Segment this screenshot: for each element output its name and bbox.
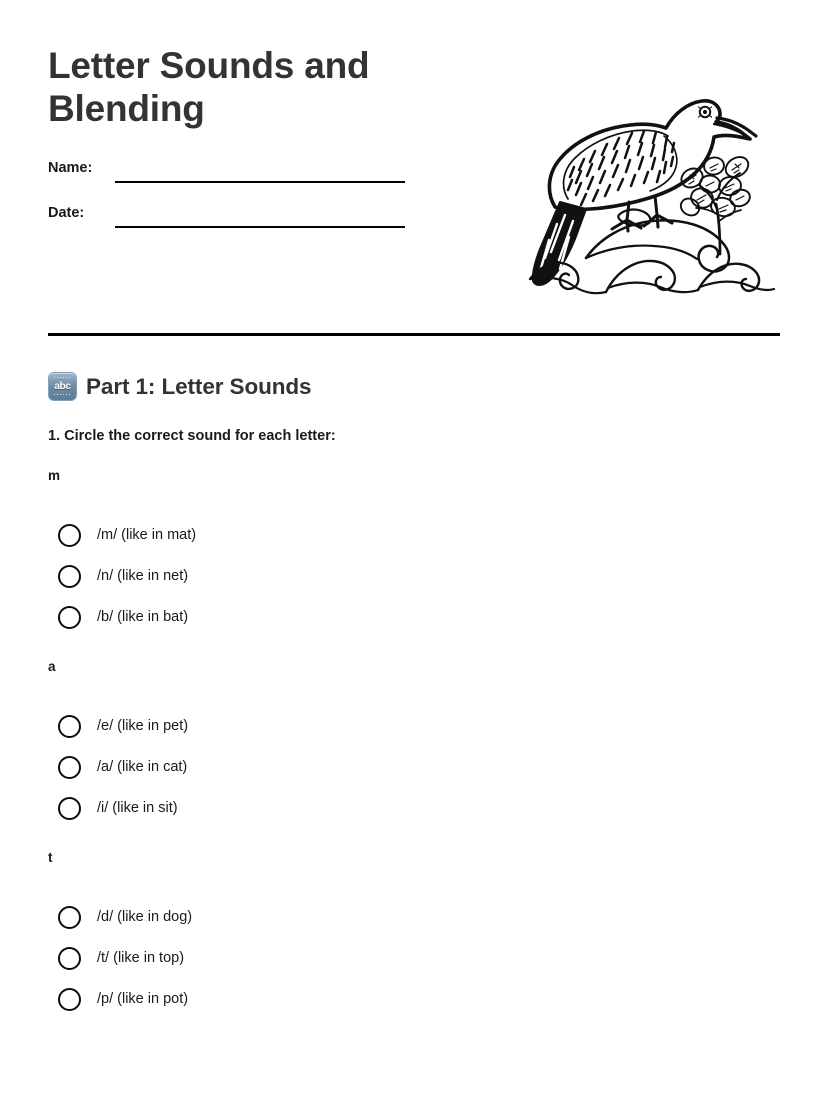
radio-circle-icon[interactable] — [58, 797, 81, 820]
option-label: /m/ (like in mat) — [97, 527, 197, 544]
option-label: /b/ (like in bat) — [97, 609, 189, 626]
option-label: /e/ (like in pet) — [97, 718, 189, 735]
radio-circle-icon[interactable] — [58, 988, 81, 1011]
abc-icon-top-dots — [53, 376, 72, 380]
radio-circle-icon[interactable] — [58, 947, 81, 970]
option-item[interactable] — [48, 897, 748, 938]
date-field-writing-line[interactable] — [115, 226, 405, 228]
part-heading — [48, 372, 311, 401]
option-item[interactable] — [48, 706, 748, 747]
part-title: Part 1: Letter Sounds — [86, 373, 312, 399]
radio-circle-icon[interactable] — [58, 606, 81, 629]
option-item[interactable] — [48, 597, 748, 638]
instruction-text: 1. Circle the correct sound for each letter: — [48, 428, 336, 444]
option-label: /d/ (like in dog) — [97, 909, 193, 926]
option-item[interactable] — [48, 979, 748, 1020]
name-field-writing-line[interactable] — [115, 181, 405, 183]
option-label: /a/ (like in cat) — [97, 759, 188, 776]
date-field-label: Date: — [48, 205, 85, 221]
kiwi-bird-illustration — [524, 74, 778, 296]
name-field-label: Name: — [48, 160, 93, 176]
option-label: /n/ (like in net) — [97, 568, 189, 585]
question-group — [48, 850, 748, 1020]
option-list — [48, 706, 748, 829]
question-group — [48, 468, 748, 638]
option-item[interactable] — [48, 788, 748, 829]
option-item[interactable] — [48, 747, 748, 788]
option-item[interactable] — [48, 556, 748, 597]
question-list — [48, 468, 748, 1041]
question-group — [48, 659, 748, 829]
question-letter: m — [48, 468, 61, 483]
option-item[interactable] — [48, 515, 748, 556]
abc-icon-bottom-dots — [53, 393, 72, 397]
option-list — [48, 897, 748, 1020]
question-letter: t — [48, 850, 53, 865]
radio-circle-icon[interactable] — [58, 756, 81, 779]
radio-circle-icon[interactable] — [58, 524, 81, 547]
section-divider — [48, 333, 780, 336]
radio-circle-icon[interactable] — [58, 715, 81, 738]
option-list — [48, 515, 748, 638]
radio-circle-icon[interactable] — [58, 565, 81, 588]
option-label: /p/ (like in pot) — [97, 991, 189, 1008]
option-label: /i/ (like in sit) — [97, 800, 178, 817]
page-title: Letter Sounds and Blending — [48, 45, 370, 130]
question-letter: a — [48, 659, 56, 674]
option-label: /t/ (like in top) — [97, 950, 185, 967]
date-field-row — [48, 200, 468, 245]
name-field-row — [48, 155, 468, 200]
worksheet-header — [0, 0, 828, 300]
abc-icon-text: abc — [54, 381, 71, 392]
student-info-fields — [48, 155, 468, 245]
option-item[interactable] — [48, 938, 748, 979]
radio-circle-icon[interactable] — [58, 906, 81, 929]
abc-input-latin-letters-icon — [48, 372, 77, 401]
